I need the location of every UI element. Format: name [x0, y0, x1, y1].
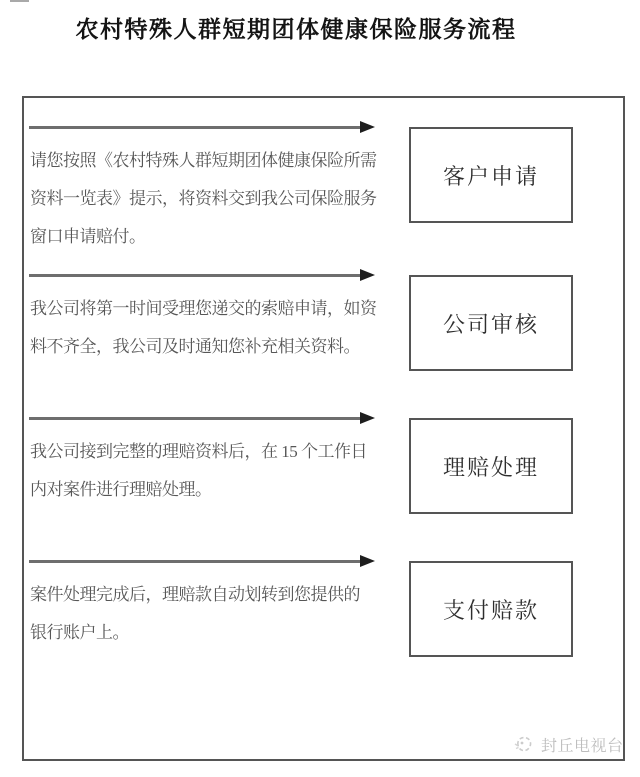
step-box-label: 公司审核: [442, 311, 539, 337]
flow-step-row-4: [24, 550, 623, 690]
step-description-line: 请您按照《农村特殊人群短期团体健康保险所需: [30, 151, 377, 170]
step-box-label: 理赔处理: [442, 454, 539, 480]
arrow-head-icon: [360, 269, 375, 281]
tv-station-logo-icon: [512, 732, 536, 756]
step-description-3: [30, 433, 392, 509]
arrow-head-icon: [360, 412, 375, 424]
step-description-line: 案件处理完成后，理赔款自动划转到您提供的: [30, 585, 360, 604]
step-description-line: 我公司将第一时间受理您递交的索赔申请，如资: [30, 299, 377, 318]
watermark-label: 封丘电视台: [541, 737, 624, 755]
tv-station-watermark: [512, 731, 624, 757]
step-description-line: 资料一览表》提示，将资料交到我公司保险服务: [30, 189, 377, 208]
step-box-claim-processing: [409, 418, 573, 514]
right-arrow-icon: [29, 560, 360, 563]
flowchart-frame: [22, 96, 625, 761]
step-box-payment: [409, 561, 573, 657]
right-arrow-icon: [29, 417, 360, 420]
step-description-line: 我公司接到完整的理赔资料后，在 15 个工作日: [30, 442, 367, 461]
step-description-1: [30, 142, 392, 256]
step-box-company-review: [409, 275, 573, 371]
flow-step-row-3: [24, 407, 623, 547]
arrow-head-icon: [360, 555, 375, 567]
step-description-line: 内对案件进行理赔处理。: [30, 480, 212, 499]
step-description-2: [30, 290, 392, 366]
scan-artifact-line: [10, 0, 29, 2]
step-box-label: 客户申请: [442, 163, 539, 189]
arrow-head-icon: [360, 121, 375, 133]
right-arrow-icon: [29, 274, 360, 277]
page-title: 农村特殊人群短期团体健康保险服务流程: [75, 17, 517, 42]
step-description-line: 银行账户上。: [30, 623, 129, 642]
step-box-label: 支付赔款: [442, 597, 539, 623]
step-box-customer-application: [409, 127, 573, 223]
flow-step-row-2: [24, 264, 623, 404]
flow-step-row-1: [24, 116, 623, 256]
step-description-4: [30, 576, 392, 652]
right-arrow-icon: [29, 126, 360, 129]
step-description-line: 料不齐全，我公司及时通知您补充相关资料。: [30, 337, 360, 356]
step-description-line: 窗口申请赔付。: [30, 227, 146, 246]
